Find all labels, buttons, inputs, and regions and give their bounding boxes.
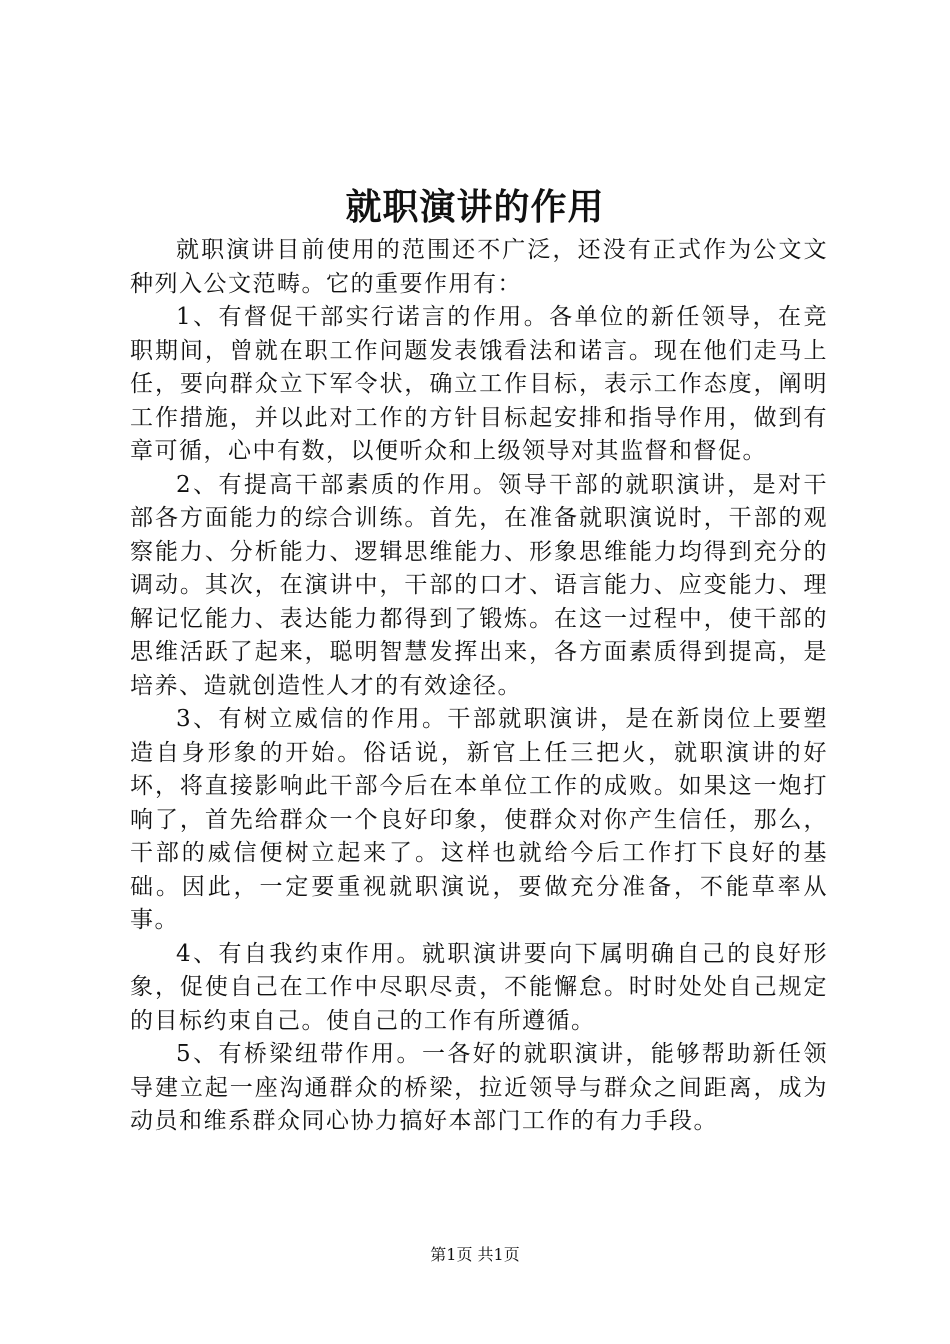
document-body <box>130 234 828 1139</box>
paragraph-intro: 就职演讲目前使用的范围还不广泛，还没有正式作为公文文种列入公文范畴。它的重要作用有： <box>130 237 828 297</box>
paragraph-point-4: 4、有自我约束作用。就职演讲要向下属明确自己的良好形象，促使自己在工作中尽职尽责，不能懈怠。时时处处自己规定的目标约束自己。使自己的工作有所遵循。 <box>130 940 828 1034</box>
paragraph-point-1: 1、有督促干部实行诺言的作用。各单位的新任领导，在竞职期间，曾就在职工作问题发表饿看法和诺言。现在他们走马上任，要向群众立下军令状，确立工作目标，表示工作态度，阐明工作措施，并以此对工作的方针目标起安排和指导作用，做到有章可循，心中有数，以便听众和上级领导对其监督和督促。 <box>130 304 828 464</box>
paragraph-point-5: 5、有桥梁纽带作用。一各好的就职演讲，能够帮助新任领导建立起一座沟通群众的桥梁，拉近领导与群众之间距离，成为动员和维系群众同心协力搞好本部门工作的有力手段。 <box>130 1041 828 1134</box>
document-title: 就职演讲的作用 <box>345 186 605 228</box>
paragraph-point-3: 3、有树立威信的作用。干部就职演讲，是在新岗位上要塑造自身形象的开始。俗话说，新官上任三把火，就职演讲的好坏，将直接影响此干部今后在本单位工作的成败。如果这一炮打响了，首先给群众一个良好印象，使群众对你产生信任，那么，干部的威信便树立起来了。这样也就给今后工作打下良好的基础。因此，一定要重视就职演说，要做充分准备，不能草率从事。 <box>130 706 828 933</box>
page-number-footer: 第1页 共1页 <box>430 1245 520 1264</box>
paragraph-point-2: 2、有提高干部素质的作用。领导干部的就职演讲，是对干部各方面能力的综合训练。首先，在准备就职演说时，干部的观察能力、分析能力、逻辑思维能力、形象思维能力均得到充分的调动。其次，在演讲中，干部的口才、语言能力、应变能力、理解记忆能力、表达能力都得到了锻炼。在这一过程中，使干部的思维活跃了起来，聪明智慧发挥出来，各方面素质得到提高，是培养、造就创造性人才的有效途径。 <box>130 471 828 699</box>
